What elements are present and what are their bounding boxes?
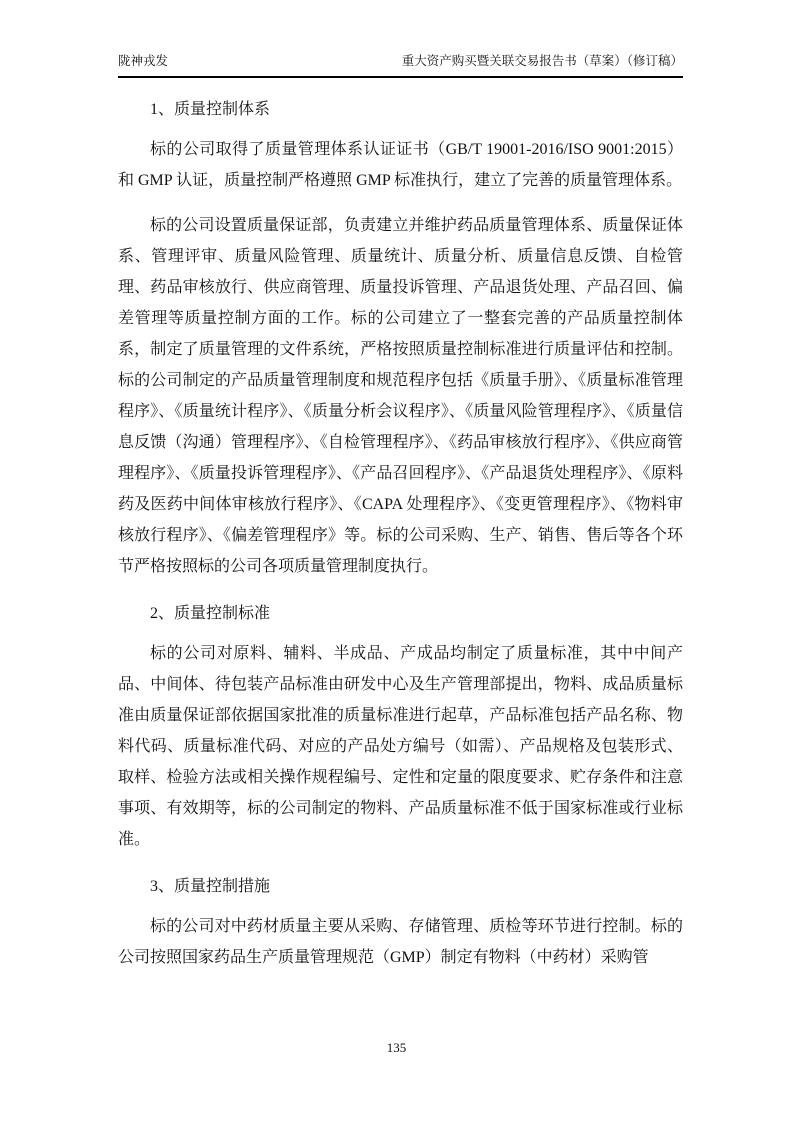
paragraph: 标的公司取得了质量管理体系认证证书（GB/T 19001-2016/ISO 9001:2015）和 GMP 认证，质量控制严格遵照 GMP 标准执行，建立了完善的质量管理体系。 [118,141,683,189]
page-header [118,54,683,78]
section-heading-quality-control-measures: 3、质量控制措施 [150,878,271,895]
section-heading-quality-control-system: 1、质量控制体系 [150,101,271,118]
section-heading-quality-control-standard: 2、质量控制标准 [150,605,271,622]
document-body [118,94,683,973]
header-report-title: 重大资产购买暨关联交易报告书（草案）（修订稿） [401,54,683,68]
paragraph: 标的公司对原料、辅料、半成品、产成品均制定了质量标准，其中中间产品、中间体、待包装产品标准由研发中心及生产管理部提出，物料、成品质量标准由质量保证部依据国家批准的质量标准进行起草，产品标准包括产品名称、物料代码、质量标准代码、对应的产品处方编号（如需）、产品规格及包装形式、取样、检验方法或相关操作规程编号、定性和定量的限度要求、贮存条件和注意事项、有效期等，标的公司制定的物料、产品质量标准不低于国家标准或行业标准。 [118,645,683,848]
paragraph: 标的公司对中药材质量主要从采购、存储管理、质检等环节进行控制。标的公司按照国家药品生产质量管理规范（GMP）制定有物料（中药材）采购管 [118,918,683,966]
paragraph: 标的公司设置质量保证部，负责建立并维护药品质量管理体系、质量保证体系、管理评审、质量风险管理、质量统计、质量分析、质量信息反馈、自检管理、药品审核放行、供应商管理、质量投诉管理、产品退货处理、产品召回、偏差管理等质量控制方面的工作。标的公司建立了一整套完善的产品质量控制体系，制定了质量管理的文件系统，严格按照质量控制标准进行质量评估和控制。标的公司制定的产品质量管理制度和规范程序包括《质量手册》、《质量标准管理程序》、《质量统计程序》、《质量分析会议程序》、《质量风险管理程序》、《质量信息反馈（沟通）管理程序》、《自检管理程序》、《药品审核放行程序》、《供应商管理程序》、《质量投诉管理程序》、《产品召回程序》、《产品退货处理程序》、《原料药及医药中间体审核放行程序》、《CAPA 处理程序》、《变更管理程序》、《物料审核放行程序》、《偏差管理程序》等。标的公司采购、生产、销售、售后等各个环节严格按照标的公司各项质量管理制度执行。 [118,217,683,575]
page-number: 135 [386,1040,407,1055]
header-company-name: 陇神戎发 [118,54,169,68]
